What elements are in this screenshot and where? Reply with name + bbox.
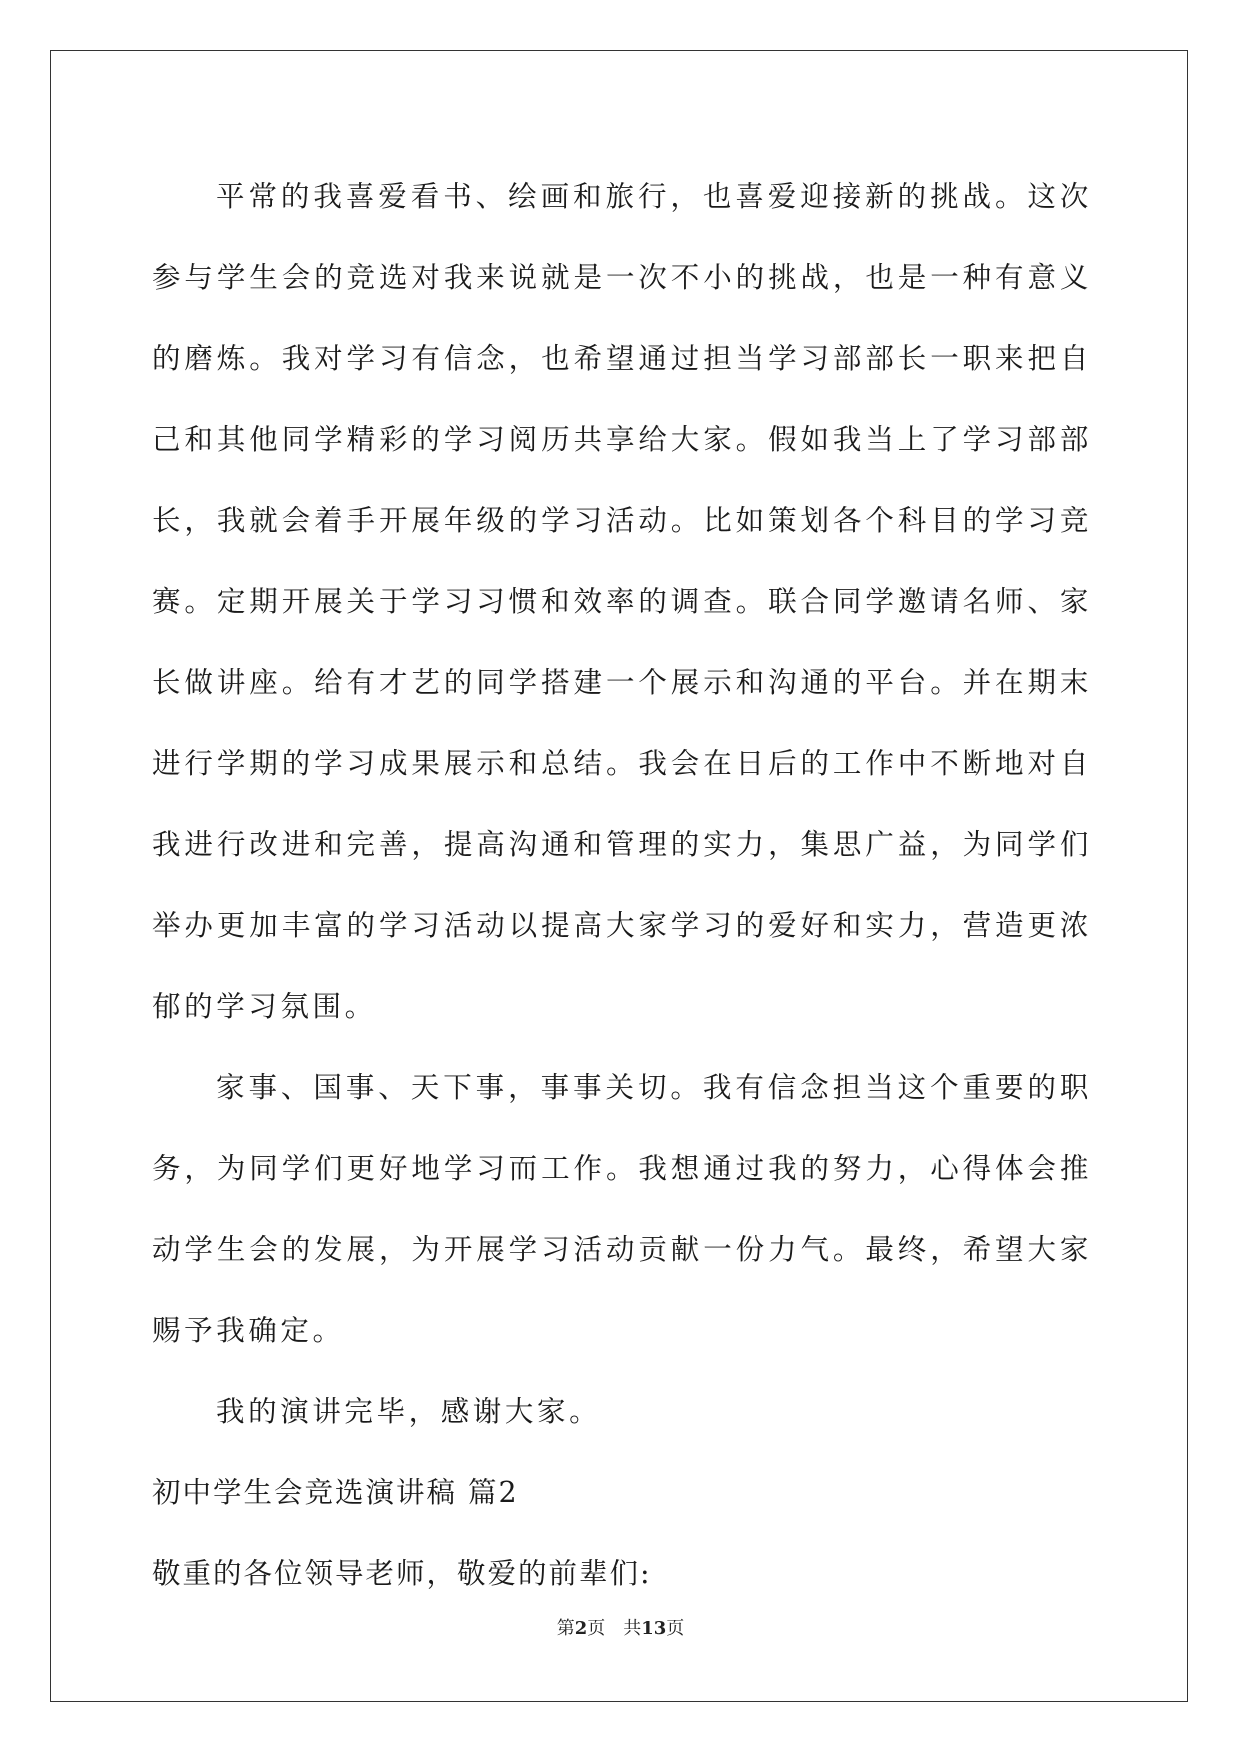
footer-total-pages: 13 [641,1618,667,1639]
footer-page-suffix: 页 [587,1618,606,1639]
paragraph-2: 家事、国事、天下事，事事关切。我有信念担当这个重要的职务，为同学们更好地学习而工作。我想通过我的努力，心得体会推动学生会的发展，为开展学习活动贡献一份力气。最终，希望大家赐予我确定。 [152,1071,1092,1347]
salutation: 敬重的各位领导老师，敬爱的前辈们: [152,1557,652,1590]
page-footer [0,1614,1241,1640]
section-title: 初中学生会竞选演讲稿 篇2 [152,1476,519,1509]
footer-total-prefix: 共 [623,1618,642,1639]
footer-page-number: 2 [574,1618,588,1639]
document-body [152,156,1092,1614]
footer-total-suffix: 页 [666,1618,685,1639]
paragraph-3: 我的演讲完毕，感谢大家。 [216,1395,602,1428]
footer-prefix: 第 [556,1618,575,1639]
paragraph-1: 平常的我喜爱看书、绘画和旅行，也喜爱迎接新的挑战。这次参与学生会的竞选对我来说就是一次不小的挑战，也是一种有意义的磨炼。我对学习有信念，也希望通过担当学习部部长一职来把自己和其他同学精彩的学习阅历共享给大家。假如我当上了学习部部长，我就会着手开展年级的学习活动。比如策划各个科目的学习竞赛。定期开展关于学习习惯和效率的调查。联合同学邀请名师、家长做讲座。给有才艺的同学搭建一个展示和沟通的平台。并在期末进行学期的学习成果展示和总结。我会在日后的工作中不断地对自我进行改进和完善，提高沟通和管理的实力，集思广益，为同学们举办更加丰富的学习活动以提高大家学习的爱好和实力，营造更浓郁的学习氛围。 [152,180,1092,1023]
